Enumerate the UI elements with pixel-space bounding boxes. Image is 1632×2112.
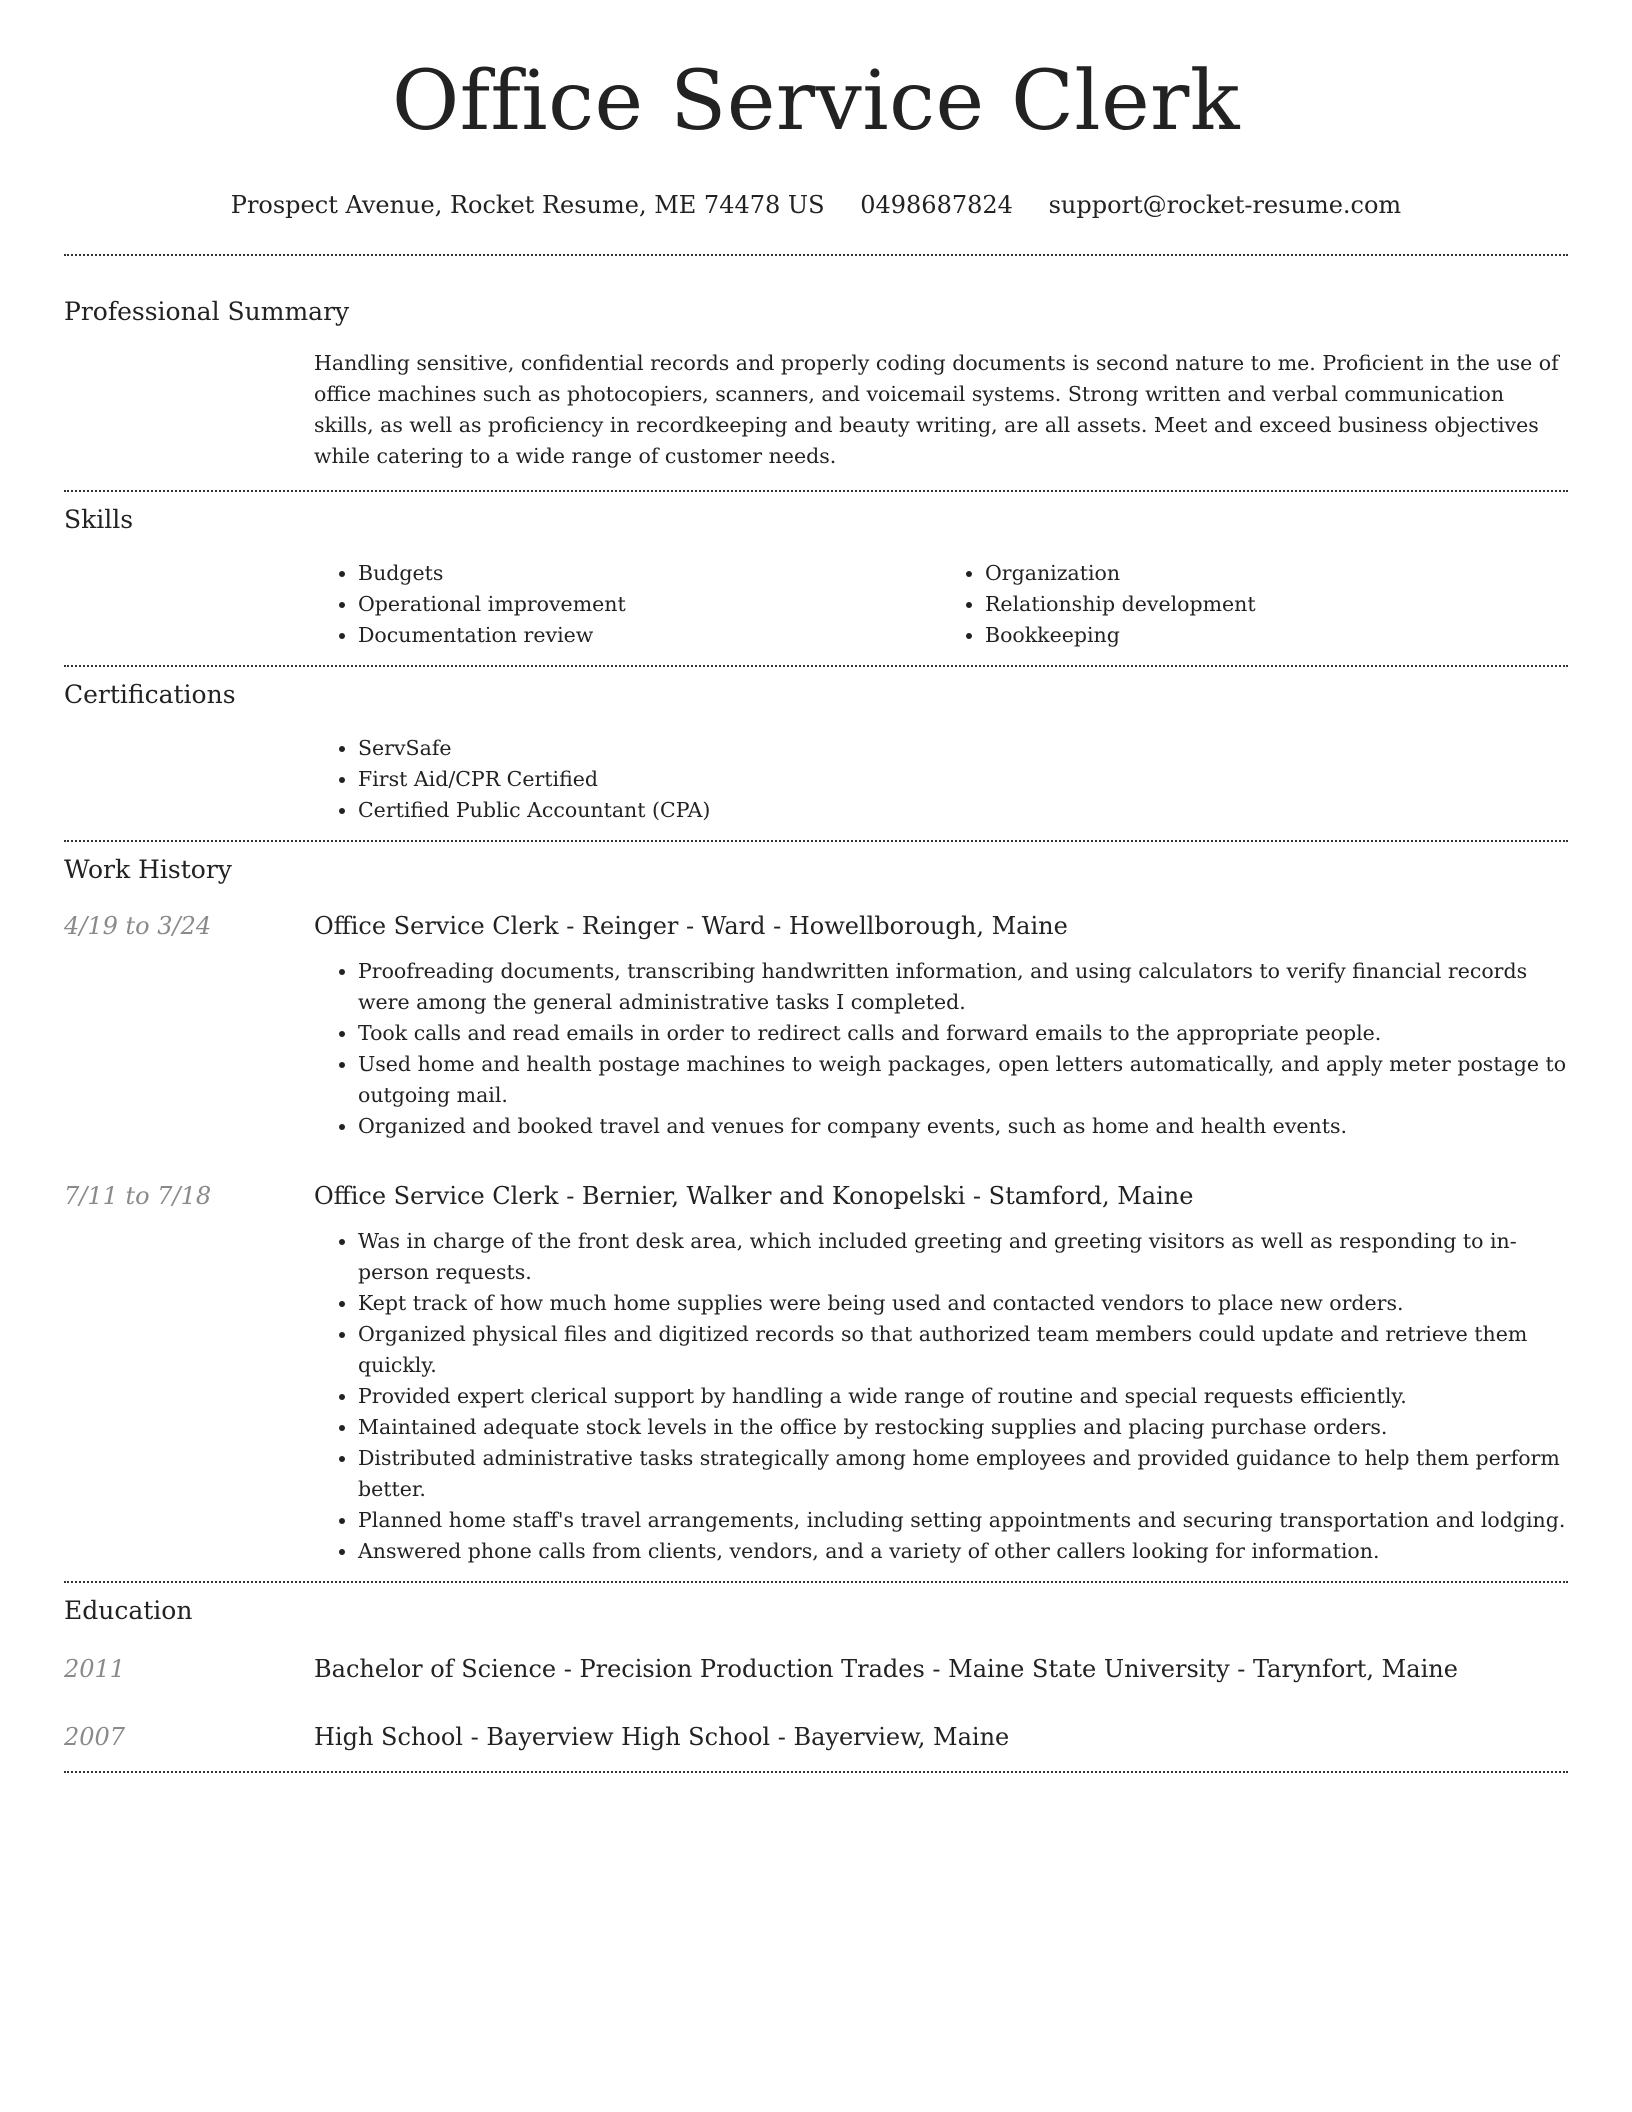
work-title: Work History (64, 855, 232, 884)
skills-list-right (941, 558, 1568, 651)
education-entry (64, 1721, 1568, 1753)
certifications-section (64, 667, 1568, 840)
resume-name: Office Service Clerk (391, 54, 1241, 149)
skill-item: • Bookkeeping (985, 620, 1568, 651)
job-bullet: • Proofreading documents, transcribing handwritten information, and using calculators to verify financial records were among the general administrative tasks I completed. (358, 956, 1568, 1018)
summary-section (64, 256, 1568, 490)
skills-title: Skills (64, 505, 134, 534)
resume-page (64, 0, 1568, 1773)
job-entry (64, 910, 1568, 1142)
certification-item: • ServSafe (358, 733, 1568, 764)
education-section (64, 1583, 1568, 1771)
job-bullets (314, 956, 1568, 1142)
certification-item: • First Aid/CPR Certified (358, 764, 1568, 795)
skill-item: • Organization (985, 558, 1568, 589)
summary-text: Handling sensitive, confidential records and properly coding documents is second nature to me. Proficient in the use of office machines such as photocopiers, scanners, and voicemail systems. Strong written and verbal communication skills, as well as proficiency in recordkeeping and beauty writing, are all assets. Meet and exceed business objectives while catering to a wide range of customer needs. (314, 351, 1559, 468)
education-date: 2007 (64, 1723, 126, 1751)
work-section (64, 842, 1568, 1581)
job-bullet: • Organized physical files and digitized records so that authorized team members could update and retrieve them quickly. (358, 1319, 1568, 1381)
skill-item: • Operational improvement (358, 589, 941, 620)
education-date: 2011 (64, 1655, 126, 1683)
job-bullet: • Maintained adequate stock levels in the office by restocking supplies and placing purchase orders. (358, 1412, 1568, 1443)
job-bullet: • Took calls and read emails in order to redirect calls and forward emails to the appropriate people. (358, 1018, 1568, 1049)
job-title: Office Service Clerk - Reinger - Ward - Howellborough, Maine (314, 912, 1068, 940)
skill-item: • Relationship development (985, 589, 1568, 620)
education-entry (64, 1653, 1568, 1685)
skills-section (64, 492, 1568, 665)
job-bullet: • Provided expert clerical support by handling a wide range of routine and special requests efficiently. (358, 1381, 1568, 1412)
job-bullet: • Answered phone calls from clients, vendors, and a variety of other callers looking for information. (358, 1536, 1568, 1567)
summary-title: Professional Summary (64, 297, 350, 326)
job-date: 7/11 to 7/18 (64, 1182, 212, 1210)
contact-address: Prospect Avenue, Rocket Resume, ME 74478 US (230, 191, 825, 219)
certification-item: • Certified Public Accountant (CPA) (358, 795, 1568, 826)
job-bullet: • Was in charge of the front desk area, which included greeting and greeting visitors as well as responding to in-person requests. (358, 1226, 1568, 1288)
contact-email: support@rocket-resume.com (1048, 191, 1402, 219)
education-title-line: Bachelor of Science - Precision Production Trades - Maine State University - Tarynfort, Maine (314, 1655, 1458, 1683)
skill-item: • Documentation review (358, 620, 941, 651)
divider (64, 1771, 1568, 1773)
job-bullet: • Planned home staff's travel arrangements, including setting appointments and securing transportation and lodging. (358, 1505, 1568, 1536)
certifications-list (314, 733, 1568, 826)
job-bullet: • Used home and health postage machines to weigh packages, open letters automatically, and apply meter postage to outgoing mail. (358, 1049, 1568, 1111)
certifications-title: Certifications (64, 680, 236, 709)
job-title: Office Service Clerk - Bernier, Walker and Konopelski - Stamford, Maine (314, 1182, 1194, 1210)
job-entry (64, 1180, 1568, 1581)
job-date: 4/19 to 3/24 (64, 912, 212, 940)
job-bullet: • Distributed administrative tasks strategically among home employees and provided guidance to help them perform better. (358, 1443, 1568, 1505)
job-bullet: • Kept track of how much home supplies were being used and contacted vendors to place new orders. (358, 1288, 1568, 1319)
job-bullets (314, 1226, 1568, 1567)
contact-line (64, 190, 1568, 220)
job-bullet: • Organized and booked travel and venues for company events, such as home and health events. (358, 1111, 1568, 1142)
education-title: Education (64, 1596, 193, 1625)
contact-phone: 0498687824 (860, 191, 1013, 219)
skill-item: • Budgets (358, 558, 941, 589)
education-title-line: High School - Bayerview High School - Bayerview, Maine (314, 1723, 1010, 1751)
skills-list-left (314, 558, 941, 651)
